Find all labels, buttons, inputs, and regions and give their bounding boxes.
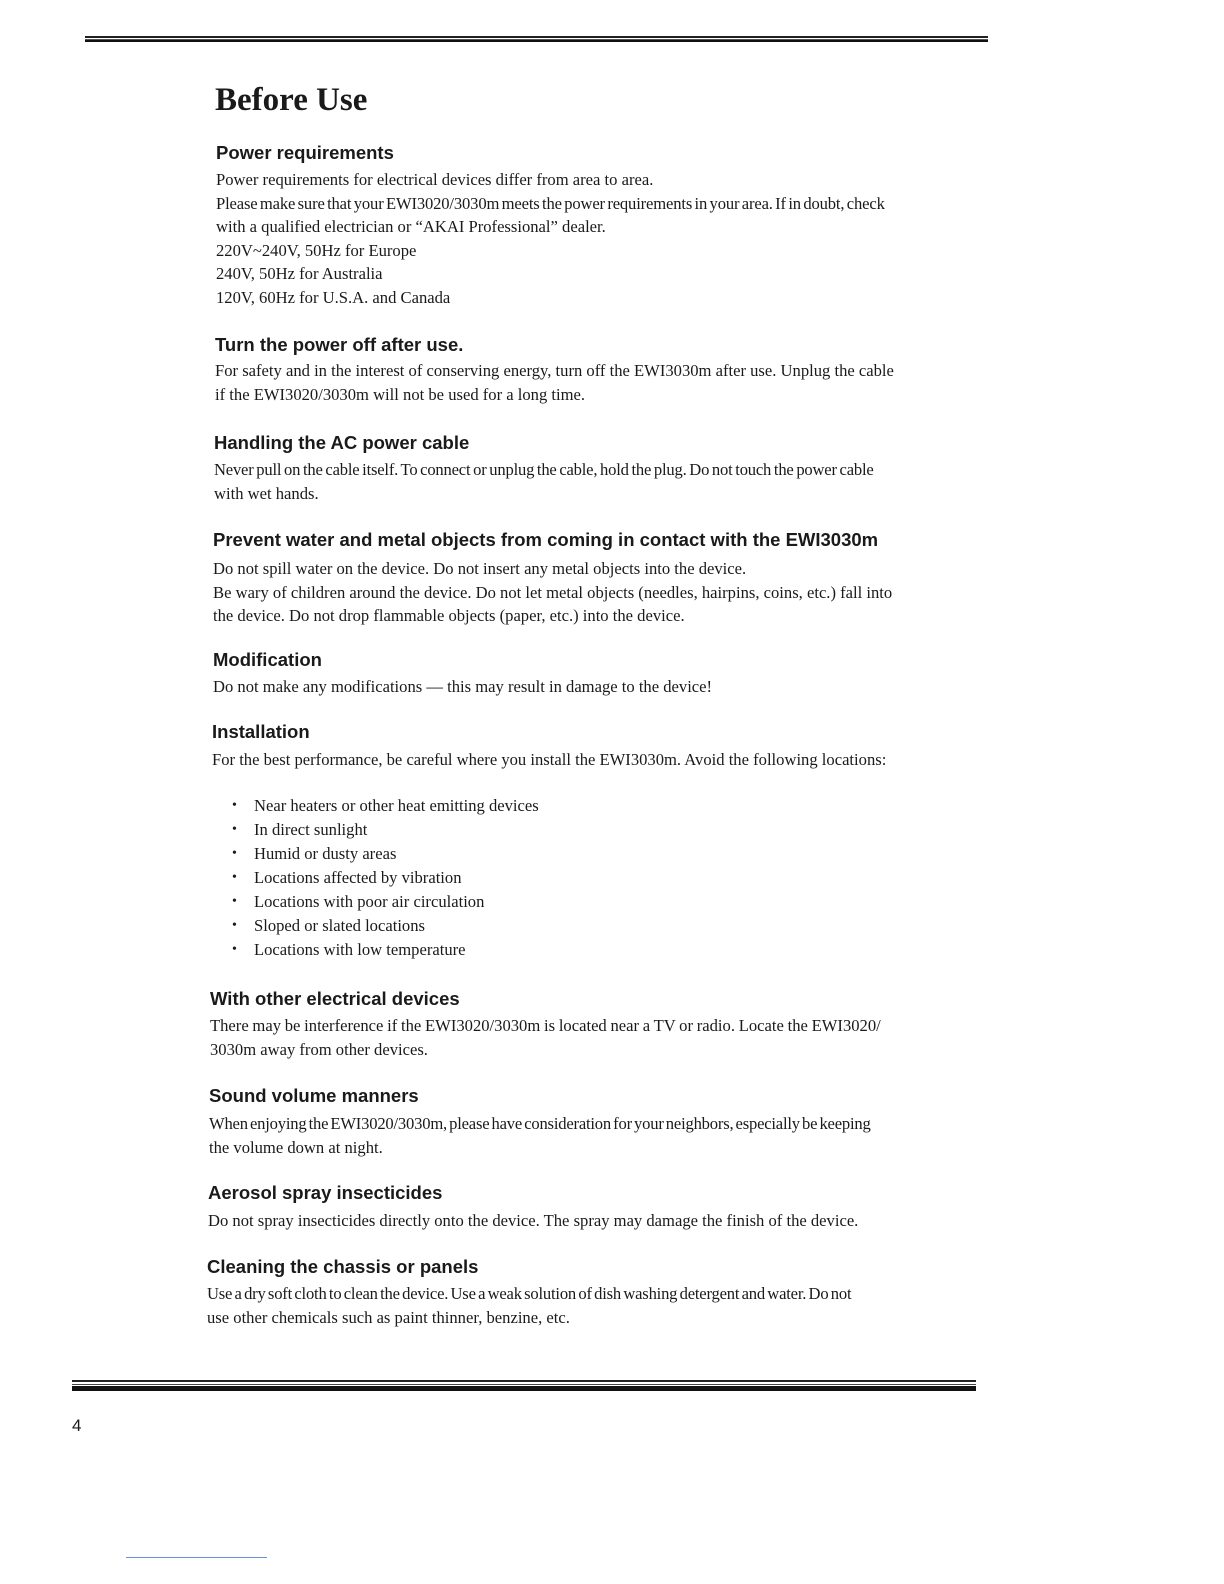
body-line: For the best performance, be careful where you install the EWI3030m. Avoid the following locations: bbox=[212, 750, 887, 769]
section-other-devices bbox=[210, 987, 881, 1061]
bullet-item: • Sloped or slated locations bbox=[232, 914, 886, 938]
top-rule bbox=[85, 36, 988, 42]
section-heading: Cleaning the chassis or panels bbox=[207, 1256, 479, 1277]
section-power-requirements bbox=[216, 141, 885, 309]
section-aerosol bbox=[208, 1181, 858, 1233]
body-line: Do not make any modifications — this may result in damage to the device! bbox=[213, 677, 713, 696]
body-line: 120V, 60Hz for U.S.A. and Canada bbox=[216, 287, 451, 307]
body-line: the volume down at night. bbox=[209, 1137, 383, 1157]
section-sound-volume bbox=[209, 1084, 871, 1159]
bullet-item: • Near heaters or other heat emitting devices bbox=[232, 794, 886, 818]
page-number: 4 bbox=[72, 1416, 82, 1435]
section-water-metal bbox=[213, 528, 892, 628]
bullet-item: • In direct sunlight bbox=[232, 818, 886, 842]
bullet-item: • Locations with low temperature bbox=[232, 938, 886, 962]
section-heading: Modification bbox=[213, 649, 322, 670]
section-heading: Turn the power off after use. bbox=[215, 334, 464, 355]
bullet-item: • Locations affected by vibration bbox=[232, 866, 886, 890]
body-line: Do not spray insecticides directly onto the device. The spray may damage the finish of the device. bbox=[208, 1211, 859, 1230]
section-heading: Handling the AC power cable bbox=[214, 432, 470, 453]
section-power-off bbox=[215, 333, 894, 406]
body-line: 220V~240V, 50Hz for Europe bbox=[216, 240, 417, 260]
body-line: Be wary of children around the device. Do not let metal objects (needles, hairpins, coins, etc.) fall into bbox=[213, 582, 893, 602]
section-cleaning bbox=[207, 1255, 851, 1329]
section-ac-cable bbox=[214, 431, 874, 505]
body-line: Never pull on the cable itself. To connect or unplug the cable, hold the plug. Do not touch the power cable bbox=[214, 460, 874, 479]
body-line: Do not spill water on the device. Do not insert any metal objects into the device. bbox=[213, 559, 747, 578]
section-heading: Aerosol spray insecticides bbox=[208, 1182, 443, 1203]
section-heading: With other electrical devices bbox=[210, 988, 460, 1009]
body-line: When enjoying the EWI3020/3030m, please have consideration for your neighbors, especially be keeping bbox=[209, 1114, 871, 1133]
section-heading: Power requirements bbox=[216, 142, 394, 163]
bullet-item: • Locations with poor air circulation bbox=[232, 890, 886, 914]
body-line: 3030m away from other devices. bbox=[210, 1039, 428, 1059]
page-title: Before Use bbox=[215, 82, 368, 118]
body-line: with wet hands. bbox=[214, 483, 319, 503]
body-line: 240V, 50Hz for Australia bbox=[216, 264, 383, 283]
location-bullet-list bbox=[232, 794, 886, 962]
body-line: Please make sure that your EWI3020/3030m meets the power requirements in your area. If in doubt, check bbox=[216, 193, 885, 213]
body-line: the device. Do not drop flammable objects (paper, etc.) into the device. bbox=[213, 606, 685, 625]
body-line: Power requirements for electrical devices differ from area to area. bbox=[216, 170, 654, 189]
bullet-item: • Humid or dusty areas bbox=[232, 842, 886, 866]
blue-underline-mark bbox=[126, 1557, 267, 1558]
section-heading: Sound volume manners bbox=[209, 1085, 419, 1106]
section-heading: Prevent water and metal objects from coming in contact with the EWI3030m bbox=[213, 529, 879, 550]
section-installation bbox=[212, 720, 886, 962]
body-line: There may be interference if the EWI3020/3030m is located near a TV or radio. Locate the EWI3020/ bbox=[210, 1016, 881, 1035]
section-modification bbox=[213, 648, 712, 699]
body-line: Use a dry soft cloth to clean the device. Use a weak solution of dish washing detergent and water. Do not bbox=[207, 1284, 852, 1303]
body-line: with a qualified electrician or “AKAI Professional” dealer. bbox=[216, 217, 606, 236]
bottom-rule bbox=[72, 1380, 976, 1391]
section-heading: Installation bbox=[212, 721, 310, 742]
body-line: use other chemicals such as paint thinner, benzine, etc. bbox=[207, 1307, 570, 1327]
body-line: if the EWI3020/3030m will not be used for a long time. bbox=[215, 384, 586, 404]
body-line: For safety and in the interest of conserving energy, turn off the EWI3030m after use. Unplug the cable bbox=[215, 361, 894, 380]
